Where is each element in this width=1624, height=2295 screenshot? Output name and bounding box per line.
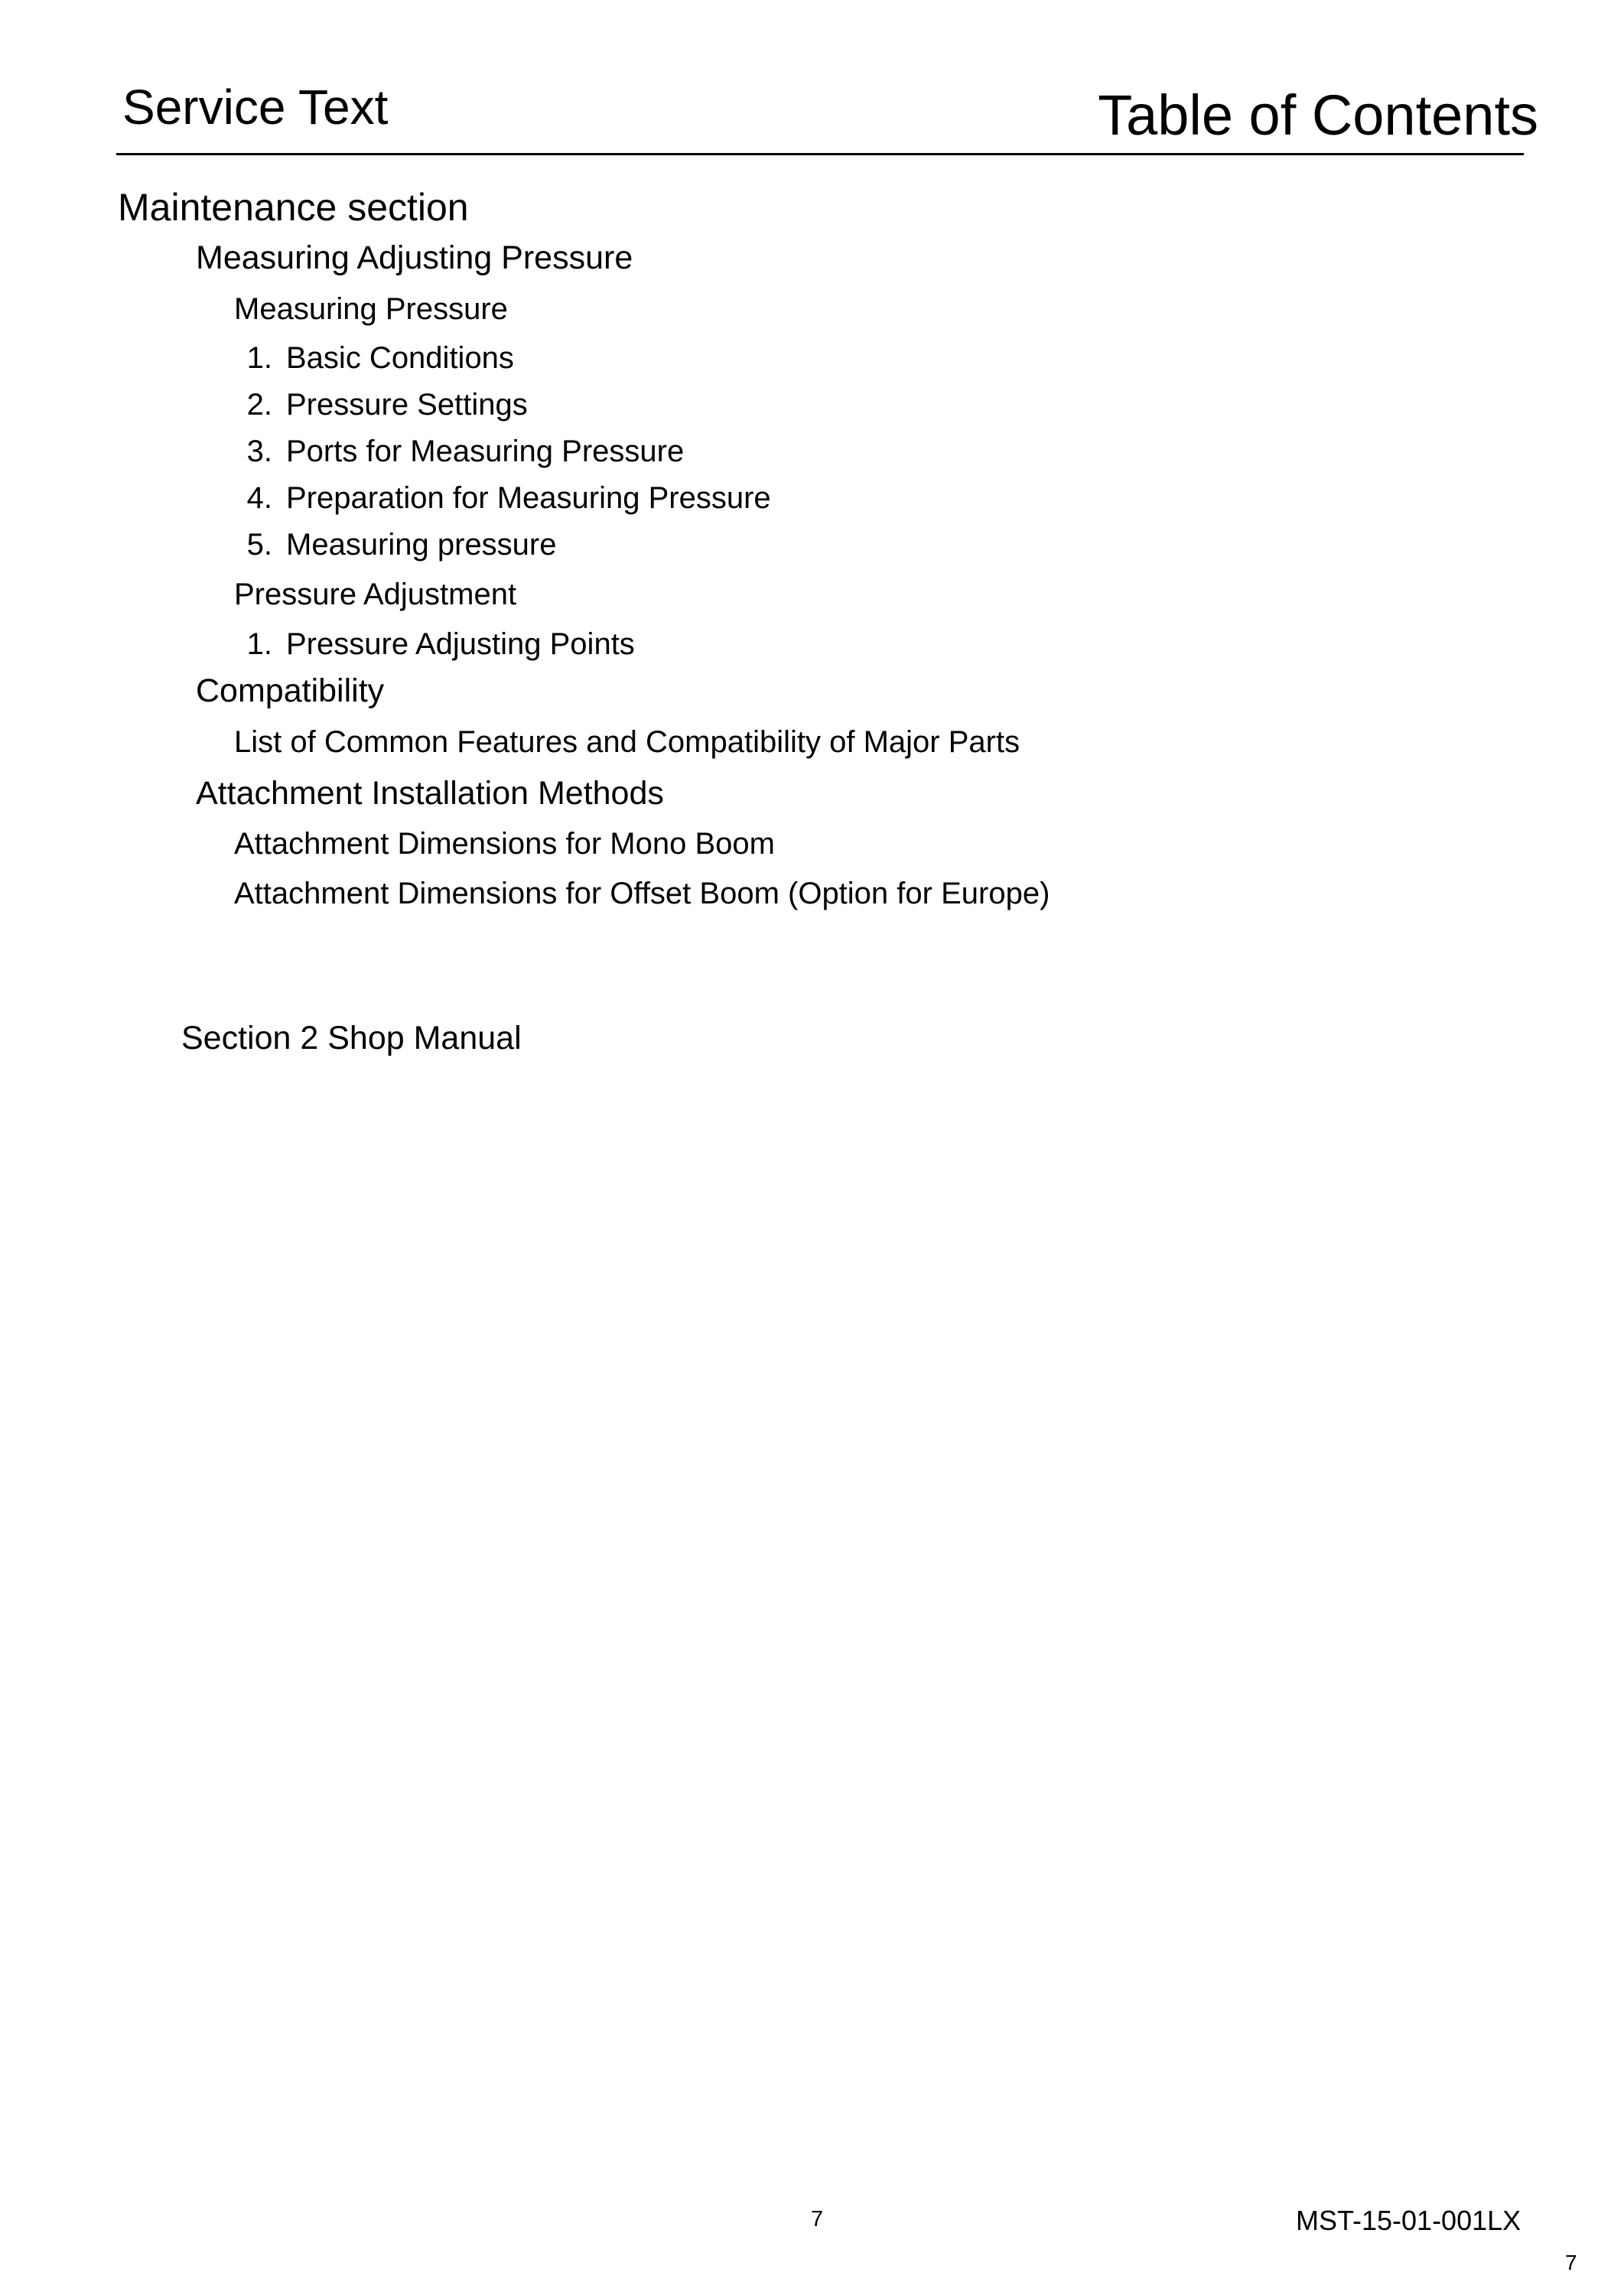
toc-item-label: Measuring pressure: [286, 528, 557, 562]
page-title: Table of Contents: [1098, 83, 1538, 147]
toc-item-number: 4.: [246, 481, 272, 515]
toc-item: [226, 629, 635, 659]
toc-heading-measuring-adjusting-pressure: Measuring Adjusting Pressure: [196, 239, 633, 276]
footer-document-code: MST-15-01-001LX: [1296, 2205, 1521, 2236]
toc-heading-compatibility: Compatibility: [196, 672, 385, 709]
corner-page-number: 7: [1565, 2251, 1577, 2274]
toc-item: [226, 436, 684, 467]
toc-item: [226, 389, 528, 420]
toc-item-number: 3.: [246, 435, 272, 468]
toc-item-number: 2.: [246, 388, 272, 422]
toc-item-number: 1.: [246, 341, 272, 375]
toc-section-maintenance: Maintenance section: [118, 186, 469, 229]
toc-subheading-attachment-offset: Attachment Dimensions for Offset Boom (Option for Europe): [234, 877, 1050, 910]
toc-item-number: 5.: [246, 528, 272, 562]
toc-item: [226, 529, 557, 560]
footer-page-number: 7: [811, 2207, 824, 2232]
toc-subheading-pressure-adjustment: Pressure Adjustment: [234, 578, 517, 611]
toc-item-number: 1.: [246, 627, 272, 661]
toc-subheading-attachment-mono: Attachment Dimensions for Mono Boom: [234, 827, 775, 861]
header-divider: [116, 153, 1524, 155]
toc-item-label: Preparation for Measuring Pressure: [286, 481, 771, 515]
toc-subheading-compatibility-list: List of Common Features and Compatibility of Major Parts: [234, 725, 1020, 759]
toc-item-label: Basic Conditions: [286, 341, 514, 375]
toc-item-label: Pressure Adjusting Points: [286, 627, 635, 661]
toc-item: [226, 483, 771, 513]
header-left-title: Service Text: [122, 80, 389, 135]
toc-subheading-measuring-pressure: Measuring Pressure: [234, 292, 508, 326]
toc-item-label: Ports for Measuring Pressure: [286, 435, 685, 468]
toc-heading-attachment-installation: Attachment Installation Methods: [196, 775, 664, 812]
toc-item-label: Pressure Settings: [286, 388, 528, 422]
toc-section-shop-manual: Section 2 Shop Manual: [181, 1020, 522, 1056]
toc-item: [226, 343, 514, 373]
